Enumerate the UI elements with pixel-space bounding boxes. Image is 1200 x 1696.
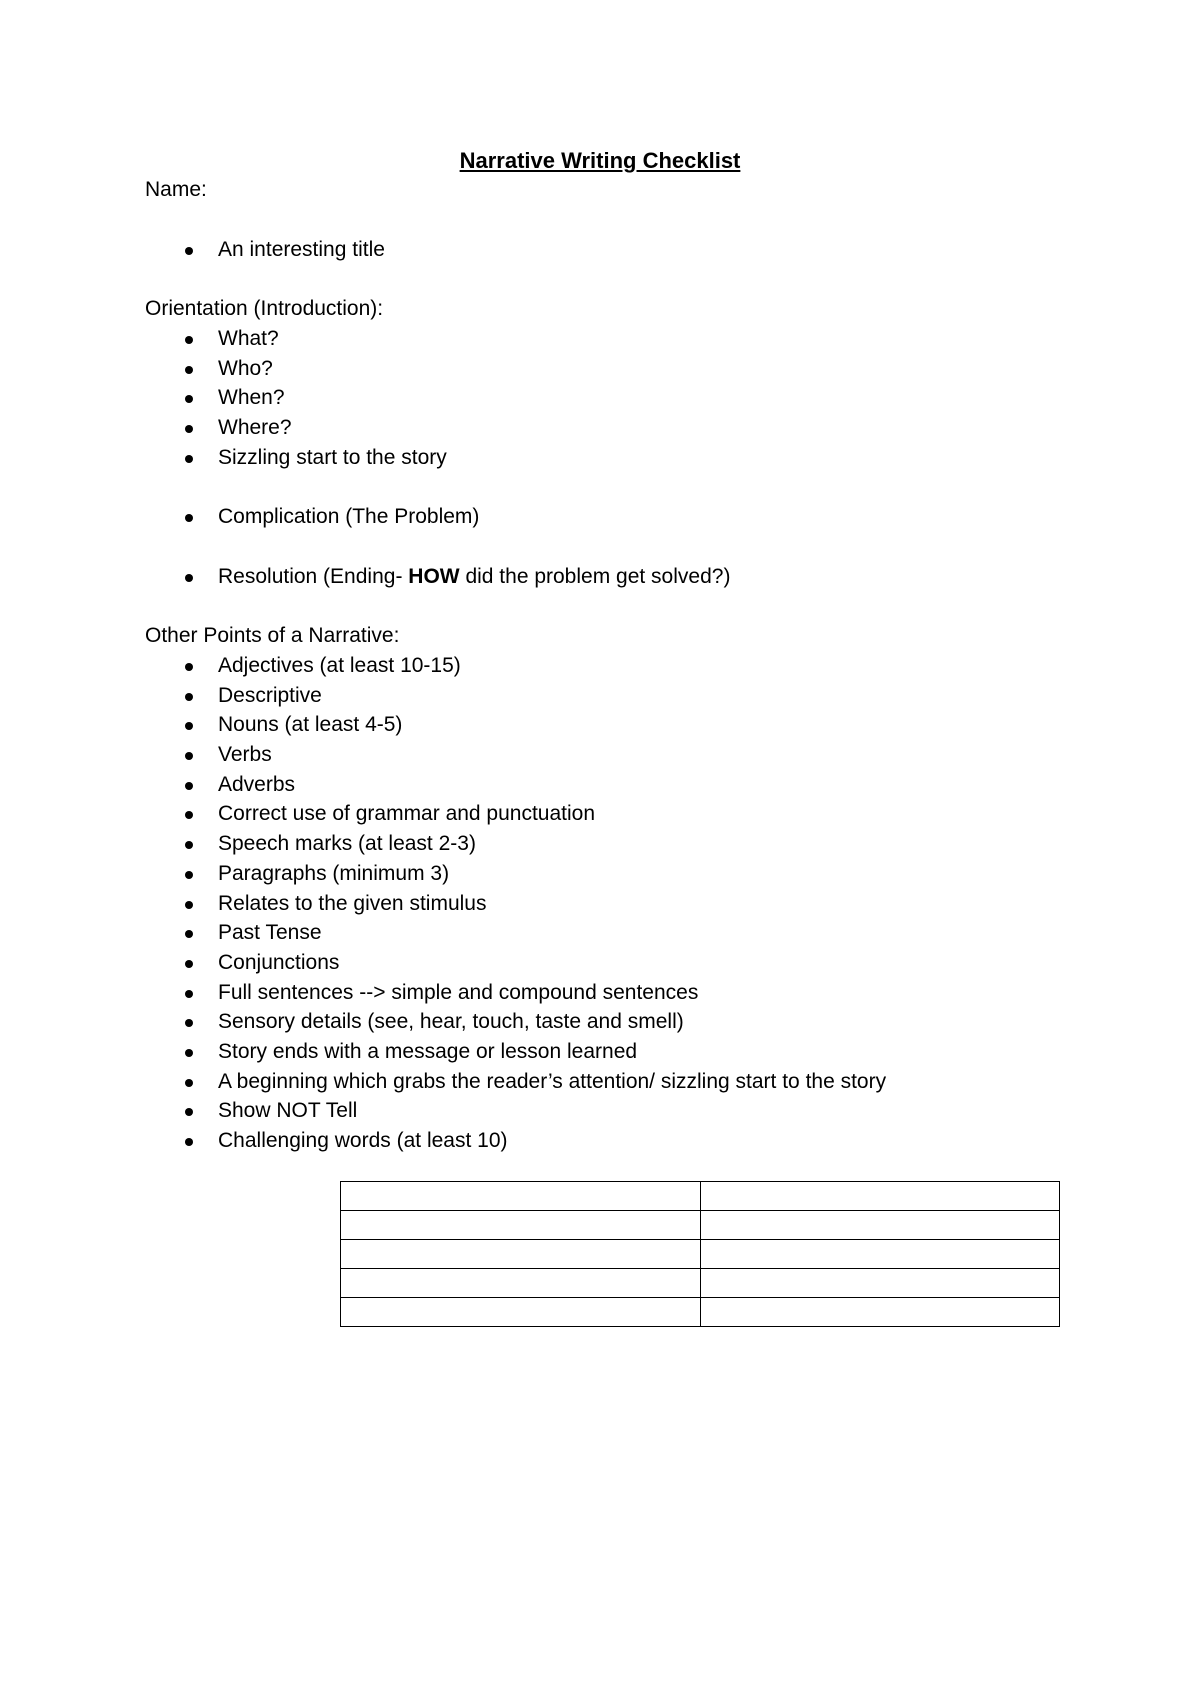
table-row <box>341 1269 1060 1298</box>
bullet-icon <box>185 960 193 968</box>
bullet-icon <box>185 871 193 879</box>
table-cell[interactable] <box>700 1269 1060 1298</box>
table-cell[interactable] <box>341 1182 701 1211</box>
bullet-icon <box>185 782 193 790</box>
table-cell[interactable] <box>700 1298 1060 1327</box>
table-cell[interactable] <box>341 1240 701 1269</box>
checklist-table <box>340 1181 1060 1327</box>
table-cell[interactable] <box>341 1269 701 1298</box>
bullet-icon <box>185 663 193 671</box>
table-cell[interactable] <box>700 1240 1060 1269</box>
bullet-icon <box>185 1019 193 1027</box>
table-row <box>341 1182 1060 1211</box>
bullet-icon <box>185 1138 193 1146</box>
other-points-heading: Other Points of a Narrative: <box>145 624 400 647</box>
table-row <box>341 1298 1060 1327</box>
table-cell[interactable] <box>341 1298 701 1327</box>
name-label: Name: <box>145 178 207 201</box>
bullet-icon <box>185 930 193 938</box>
bullet-icon <box>185 1079 193 1087</box>
bullet-icon <box>185 901 193 909</box>
bullet-icon <box>185 1108 193 1116</box>
bullet-icon <box>185 722 193 730</box>
table-cell[interactable] <box>341 1211 701 1240</box>
bullet-icon <box>185 247 193 255</box>
resolution-emphasis: HOW <box>408 565 460 588</box>
bullet-icon <box>185 574 193 582</box>
bullet-icon <box>185 990 193 998</box>
bullet-icon <box>185 752 193 760</box>
table-cell[interactable] <box>700 1211 1060 1240</box>
bullet-icon <box>185 395 193 403</box>
table-cell[interactable] <box>700 1182 1060 1211</box>
document-title: Narrative Writing Checklist <box>459 148 741 173</box>
bullet-icon <box>185 1049 193 1057</box>
bullet-icon <box>185 366 193 374</box>
bullet-icon <box>185 841 193 849</box>
bullet-icon <box>185 514 193 522</box>
table-row <box>341 1240 1060 1269</box>
resolution-text: Resolution (Ending- HOW did the problem get solved?) <box>218 565 731 588</box>
bullet-icon <box>185 425 193 433</box>
bullet-icon <box>185 455 193 463</box>
bullet-icon <box>185 693 193 701</box>
document-page: Narrative Writing Checklist Name: An interesting title Orientation (Introduction): What? Who? When? Where? Sizzling start to the story Complication (The Problem) Resolution (Ending- HOW did the problem get solved?) Other Points of a Narrative: Adjectives (at least 10-15) Descriptive Nouns (at least 4-5) Verbs Adverbs Correct use of grammar and punctuation Speech marks (at least 2-3) Paragraphs (minimum 3) Relates to the given stimulus Past Tense Conjunctions Full sentences --> simple and compound sentences Sensory details (see, hear, touch, taste and smell) Story ends with a message or lesson learned A beginning which grabs the reader’s attention/ sizzling start to the story Show NOT Tell Challenging words (at least 10) <box>0 0 1200 1696</box>
bullet-icon <box>185 811 193 819</box>
table-row <box>341 1211 1060 1240</box>
orientation-heading: Orientation (Introduction): <box>145 297 384 320</box>
bullet-icon <box>185 336 193 344</box>
